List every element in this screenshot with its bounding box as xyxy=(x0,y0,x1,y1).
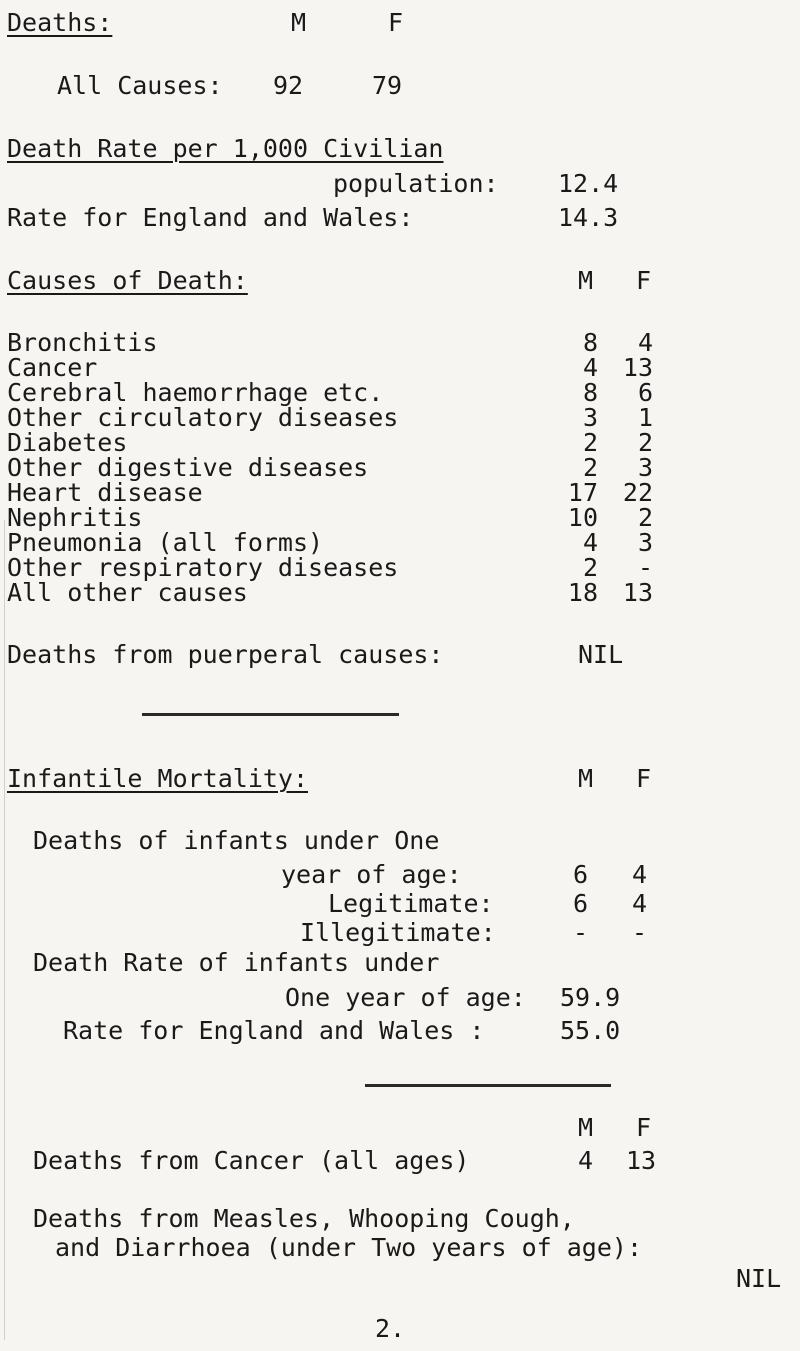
cancer-f: 13 xyxy=(626,1146,657,1175)
section-divider xyxy=(365,1084,611,1087)
england-rate-value: 14.3 xyxy=(558,203,619,232)
cause-f: - xyxy=(637,553,653,582)
cause-m: 2 xyxy=(582,553,598,582)
cause-m: 4 xyxy=(582,353,598,382)
cause-f: 13 xyxy=(622,353,653,382)
death-rate-label xyxy=(7,136,444,161)
cause-f: 3 xyxy=(637,528,653,557)
cause-m: 4 xyxy=(582,528,598,557)
margin-line xyxy=(4,520,5,1340)
deaths-col-m: M xyxy=(291,8,307,37)
illegitimate-label: Illegitimate: xyxy=(300,918,496,947)
cause-m: 2 xyxy=(582,453,598,482)
cause-f: 2 xyxy=(637,503,653,532)
under-one-m: 6 xyxy=(573,860,589,889)
cause-f: 13 xyxy=(622,578,653,607)
measles-value: NIL xyxy=(736,1264,782,1293)
puerperal-label: Deaths from puerperal causes: xyxy=(7,640,444,669)
deaths-col-f: F xyxy=(388,8,404,37)
measles-label-1: Deaths from Measles, Whooping Cough, xyxy=(33,1204,575,1233)
cause-m: 8 xyxy=(582,328,598,357)
cause-f: 1 xyxy=(637,403,653,432)
causes-col-f: F xyxy=(636,266,652,295)
page-number: 2. xyxy=(375,1314,406,1343)
infantile-col-f: F xyxy=(636,764,652,793)
under-one-label-2: year of age: xyxy=(281,860,462,889)
cause-m: 17 xyxy=(567,478,598,507)
section-divider xyxy=(142,713,399,716)
infant-rate-value: 59.9 xyxy=(560,983,621,1012)
all-causes-m: 92 xyxy=(273,71,304,100)
cause-label: Other digestive diseases xyxy=(7,453,369,482)
england-rate-label: Rate for England and Wales: xyxy=(7,203,414,232)
cause-label: Diabetes xyxy=(7,428,128,457)
cause-label: Pneumonia (all forms) xyxy=(7,528,324,557)
cause-label: Bronchitis xyxy=(7,328,158,357)
cause-f: 4 xyxy=(637,328,653,357)
cause-label: All other causes xyxy=(7,578,248,607)
cause-m: 2 xyxy=(582,428,598,457)
cause-f: 6 xyxy=(637,378,653,407)
all-causes-label: All Causes: xyxy=(57,71,223,100)
cause-m: 8 xyxy=(582,378,598,407)
infant-england-value: 55.0 xyxy=(560,1016,621,1045)
legitimate-label: Legitimate: xyxy=(328,889,494,918)
infant-rate-label-1: Death Rate of infants under xyxy=(33,948,440,977)
cancer-col-f: F xyxy=(636,1113,652,1142)
causes-heading: Causes of Death: xyxy=(7,266,248,295)
cause-m: 3 xyxy=(582,403,598,432)
measles-label-2: and Diarrhoea (under Two years of age): xyxy=(55,1233,642,1262)
cause-label: Cancer xyxy=(7,353,98,382)
cause-f: 22 xyxy=(622,478,653,507)
deaths-heading: Deaths: xyxy=(7,8,113,37)
infant-rate-label-2: One year of age: xyxy=(285,983,526,1012)
infantile-col-m: M xyxy=(578,764,594,793)
death-rate-label-2: population: xyxy=(333,169,499,198)
under-one-f: 4 xyxy=(632,860,648,889)
death-rate-label-1: Death Rate per 1,000 Civilian xyxy=(7,134,444,163)
death-rate-value: 12.4 xyxy=(558,169,619,198)
infantile-heading: Infantile Mortality: xyxy=(7,764,309,793)
under-one-label-1: Deaths of infants under One xyxy=(33,826,440,855)
infant-england-label: Rate for England and Wales : xyxy=(63,1016,485,1045)
cause-f: 2 xyxy=(637,428,653,457)
illegitimate-f: - xyxy=(632,918,648,947)
cancer-label: Deaths from Cancer (all ages) xyxy=(33,1146,470,1175)
causes-col-m: M xyxy=(578,266,594,295)
all-causes-f: 79 xyxy=(372,71,403,100)
cause-m: 18 xyxy=(567,578,598,607)
legitimate-f: 4 xyxy=(632,889,648,918)
puerperal-value: NIL xyxy=(578,640,624,669)
cause-label: Other respiratory diseases xyxy=(7,553,399,582)
cause-label: Heart disease xyxy=(7,478,203,507)
legitimate-m: 6 xyxy=(573,889,589,918)
cause-m: 10 xyxy=(567,503,598,532)
cause-label: Cerebral haemorrhage etc. xyxy=(7,378,384,407)
illegitimate-m: - xyxy=(573,918,589,947)
cancer-m: 4 xyxy=(578,1146,594,1175)
cause-label: Nephritis xyxy=(7,503,143,532)
cause-label: Other circulatory diseases xyxy=(7,403,399,432)
cause-f: 3 xyxy=(637,453,653,482)
cancer-col-m: M xyxy=(578,1113,594,1142)
